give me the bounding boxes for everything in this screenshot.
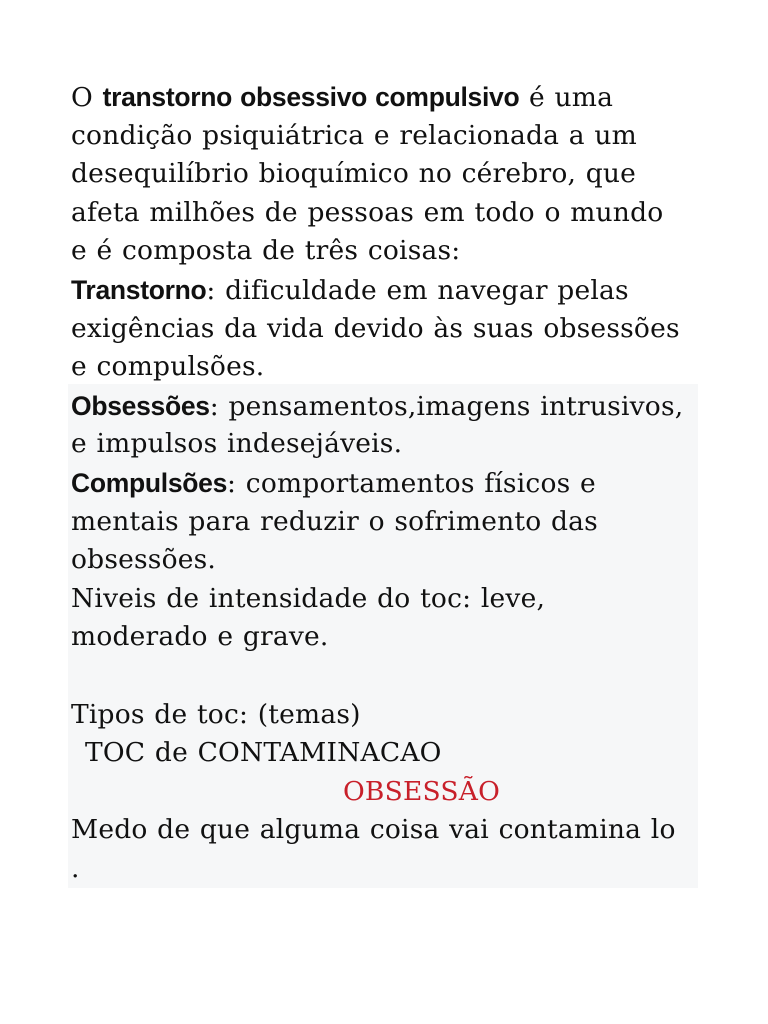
niveis-line-2: moderado e grave. — [71, 621, 329, 653]
compulsoes-line-3: obsessões. — [71, 544, 217, 576]
intro-line-3: desequilíbrio bioquímico no cérebro, que — [71, 158, 637, 190]
intro-line-2: condição psiquiátrica e relacionada a um — [71, 119, 637, 151]
obsessoes-line-2: e impulsos indesejáveis. — [71, 428, 403, 460]
compulsoes-line-1-rest: : comportamentos físicos e — [227, 467, 596, 499]
tipos-line-2: . — [71, 852, 80, 884]
intro-line-4: afeta milhões de pessoas em todo o mundo — [71, 196, 664, 228]
compulsoes-line-2: mentais para reduzir o sofrimento das — [71, 505, 598, 537]
intro-term: transtorno obsessivo compulsivo — [102, 82, 520, 112]
transtorno-line-3: e compulsões. — [71, 351, 265, 383]
obsessoes-line-1-rest: : pensamentos,imagens intrusivos, — [209, 390, 684, 422]
tipos-label: Tipos de toc: (temas) — [71, 698, 361, 730]
blank-line — [71, 657, 701, 696]
obsessoes-line-1 — [71, 387, 701, 426]
transtorno-line-1 — [71, 271, 701, 310]
niveis-line-1: Niveis de intensidade do toc: leve, — [71, 582, 546, 614]
toc-contaminacao-heading: TOC de CONTAMINACAO — [85, 737, 442, 769]
transtorno-line-2: exigências da vida devido às suas obsessões — [71, 312, 680, 344]
document-text — [71, 78, 701, 888]
transtorno-line-1-rest: : dificuldade em navegar pelas — [206, 274, 629, 306]
intro-line-1-rest: é uma — [519, 82, 614, 113]
transtorno-term: Transtorno — [71, 274, 207, 305]
tipos-line-1: Medo de que alguma coisa vai contamina lo — [71, 814, 676, 846]
compulsoes-line-1 — [71, 464, 701, 503]
intro-line-5: e é composta de três coisas: — [71, 235, 461, 267]
compulsoes-term: Compulsões — [71, 467, 228, 498]
obsessoes-term: Obsessões — [71, 390, 210, 421]
intro-prefix: O — [71, 82, 103, 113]
intro-line-1 — [71, 78, 701, 117]
obsessao-subheading: OBSESSÃO — [343, 775, 501, 807]
